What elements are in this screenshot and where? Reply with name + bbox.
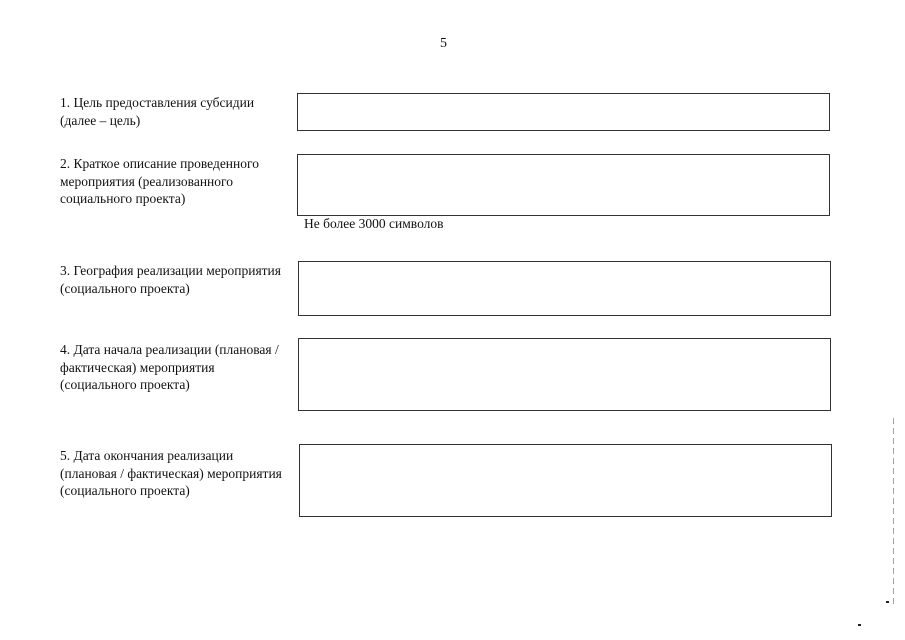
scan-artifact-line [893,418,894,608]
field-input-goal[interactable] [297,93,830,131]
scan-artifact-dot [858,624,861,626]
field-label-start-date: 4. Дата начала реализации (плановая / фактическая) мероприятия (социального проекта) [60,342,279,392]
scan-artifact-dot [886,601,889,603]
field-label-end-date: 5. Дата окончания реализации (плановая / фактическая) мероприятия (социального проекта) [60,448,282,498]
field-label-description: 2. Краткое описание проведенного мероприятия (реализованного социального проекта) [60,156,259,206]
field-input-end-date[interactable] [299,444,832,517]
field-label-geography: 3. География реализации мероприятия (социального проекта) [60,263,281,296]
description-char-limit-hint: Не более 3000 символов [304,216,444,231]
field-input-start-date[interactable] [298,338,831,411]
field-label-goal: 1. Цель предоставления субсидии (далее – цель) [60,95,255,128]
field-input-description[interactable] [297,154,830,216]
page-number: 5 [440,36,447,51]
field-input-geography[interactable] [298,261,831,316]
